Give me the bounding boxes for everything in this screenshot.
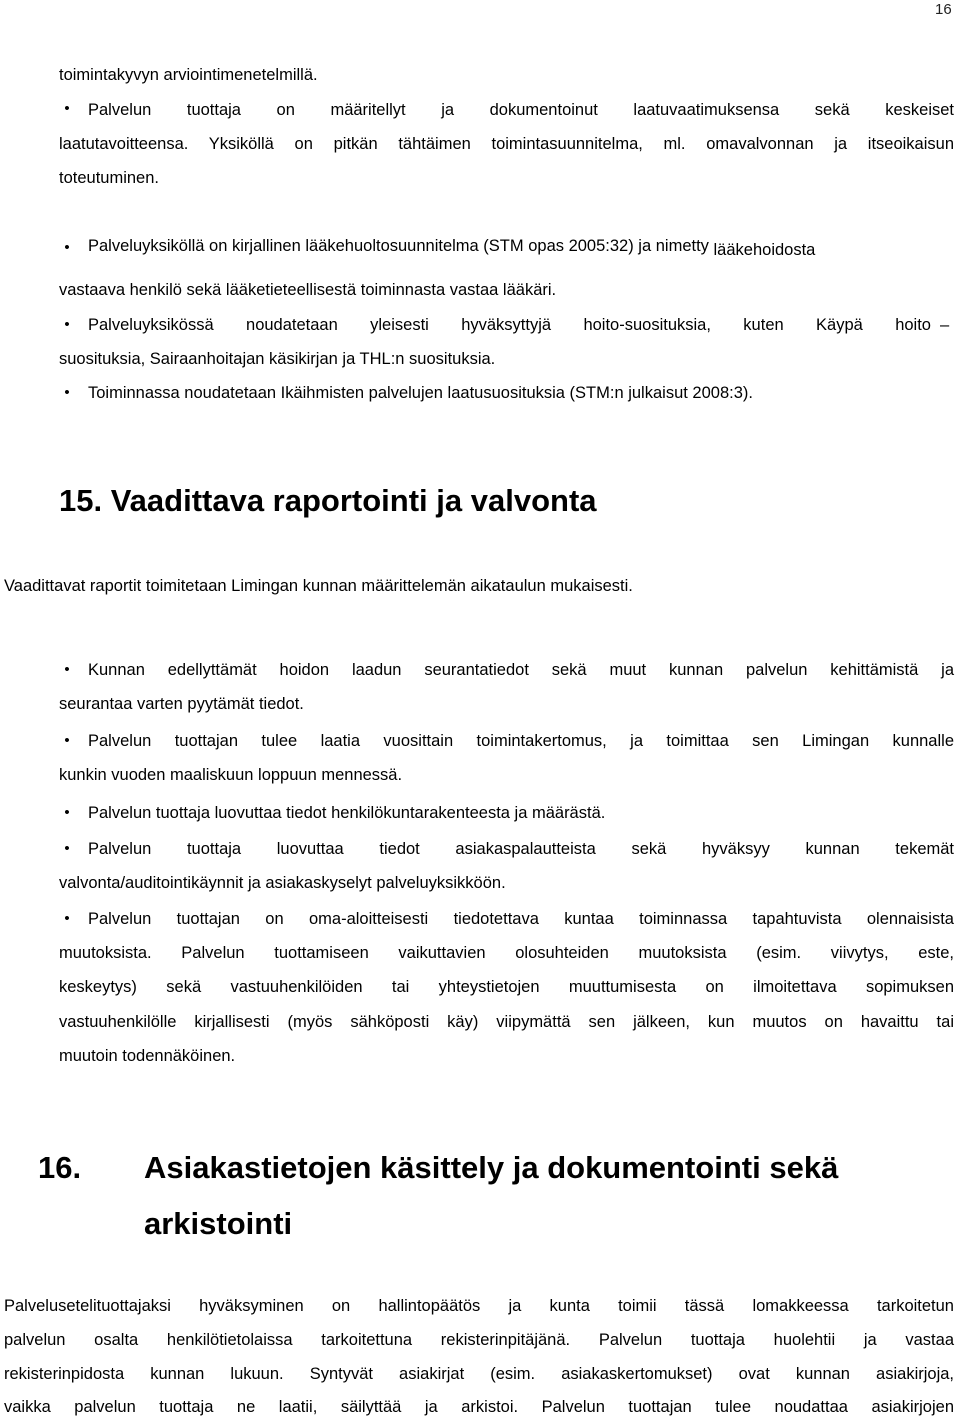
list-item-text bbox=[88, 236, 816, 259]
list-item-text: Palvelun tuottaja luovuttaa tiedot henkilökuntarakenteesta ja määrästä. bbox=[88, 804, 606, 822]
list-item-text: muutoksista. Palvelun tuottamiseen vaikuttavien olosuhteiden muutoksista (esim. viivytys, este, bbox=[59, 944, 954, 962]
list-item-text-subscript: lääkehoidosta bbox=[713, 241, 816, 259]
dash-mark: – bbox=[940, 316, 950, 334]
list-item-text: seurantaa varten pyytämät tiedot. bbox=[59, 695, 304, 713]
list-item-text: Palvelun tuottajan on oma-aloitteisesti tiedotettava kuntaa toiminnassa tapahtuvista olennaisista bbox=[88, 910, 954, 928]
bullet-icon: • bbox=[64, 840, 70, 857]
list-item-text: suosituksia, Sairaanhoitajan käsikirjan ja THL:n suosituksia. bbox=[59, 350, 496, 368]
paragraph-line: Palvelusetelituottajaksi hyväksyminen on hallintopäätös ja kunta toimii tässä lomakkeessa tarkoitetun bbox=[4, 1297, 954, 1315]
section-16-title-line1: Asiakastietojen käsittely ja dokumentointi sekä bbox=[144, 1150, 839, 1185]
bullet-icon: • bbox=[64, 100, 70, 117]
list-item-text: toteutuminen. bbox=[59, 169, 159, 187]
paragraph-line: palvelun osalta henkilötietolaissa tarkoitettuna rekisterinpitäjänä. Palvelun tuottaja huolehtii ja vastaa bbox=[4, 1331, 954, 1349]
paragraph-line: vaikka palvelun tuottaja ne laatii, säilyttää ja arkistoi. Palvelun tuottajan tulee noudattaa asiakirjojen bbox=[4, 1398, 954, 1416]
section-16-title-line2: arkistointi bbox=[144, 1206, 293, 1241]
bullet-icon: • bbox=[64, 661, 70, 678]
bullet-icon: • bbox=[64, 384, 70, 401]
continued-line: toimintakyvyn arviointimenetelmillä. bbox=[59, 66, 318, 84]
bullet-icon: • bbox=[64, 239, 70, 256]
list-item-text: vastaava henkilö sekä lääketieteellisestä toiminnasta vastaa lääkäri. bbox=[59, 281, 557, 299]
section-15-heading: 15. Vaadittava raportointi ja valvonta bbox=[59, 483, 597, 518]
paragraph-line: rekisterinpidosta kunnan lukuun. Syntyvät asiakirjat (esim. asiakaskertomukset) ovat kunnan asiakirjoja, bbox=[4, 1365, 954, 1383]
bullet-icon: • bbox=[64, 732, 70, 749]
page-number: 16 bbox=[935, 1, 952, 18]
list-item-text: Toiminnassa noudatetaan Ikäihmisten palvelujen laatusuosituksia (STM:n julkaisut 2008:3). bbox=[88, 384, 753, 402]
list-item-text: kunkin vuoden maaliskuun loppuun mennessä. bbox=[59, 766, 403, 784]
list-item-text: laatutavoitteensa. Yksiköllä on pitkän tähtäimen toimintasuunnitelma, ml. omavalvonnan ja itseoikaisun bbox=[59, 135, 954, 153]
list-item-text: Palvelun tuottajan tulee laatia vuosittain toimintakertomus, ja toimittaa sen Limingan kunnalle bbox=[88, 732, 954, 750]
list-item-text: muutoin todennäköinen. bbox=[59, 1047, 236, 1065]
list-item-text: Palvelun tuottaja luovuttaa tiedot asiakaspalautteista sekä hyväksyy kunnan tekemät bbox=[88, 840, 954, 858]
section-16-number: 16. bbox=[38, 1150, 82, 1185]
list-item-text: Kunnan edellyttämät hoidon laadun seurantatiedot sekä muut kunnan palvelun kehittämistä ja bbox=[88, 661, 954, 679]
section-15-intro: Vaadittavat raportit toimitetaan Limingan kunnan määrittelemän aikataulun mukaisesti. bbox=[4, 577, 633, 595]
bullet-icon: • bbox=[64, 804, 70, 821]
list-item-text: keskeytys) sekä vastuuhenkilöiden tai yhteystietojen muuttumisesta on ilmoitettava sopimuksen bbox=[59, 978, 954, 996]
bullet-icon: • bbox=[64, 910, 70, 927]
list-item-text-part: Palveluyksiköllä on kirjallinen lääkehuoltosuunnitelma (STM opas 2005:32) ja nimetty bbox=[88, 237, 709, 255]
list-item-text: valvonta/auditointikäynnit ja asiakaskyselyt palveluyksikköön. bbox=[59, 874, 506, 892]
list-item-text: vastuuhenkilölle kirjallisesti (myös sähköposti käy) viipymättä sen jälkeen, kun muutos on havaittu tai bbox=[59, 1013, 954, 1031]
list-item-text: Palvelun tuottaja on määritellyt ja dokumentoinut laatuvaatimuksensa sekä keskeiset bbox=[88, 101, 954, 119]
list-item-text: Palveluyksikössä noudatetaan yleisesti hyväksyttyjä hoito-suosituksia, kuten Käypä hoito bbox=[88, 316, 931, 334]
bullet-icon: • bbox=[64, 316, 70, 333]
